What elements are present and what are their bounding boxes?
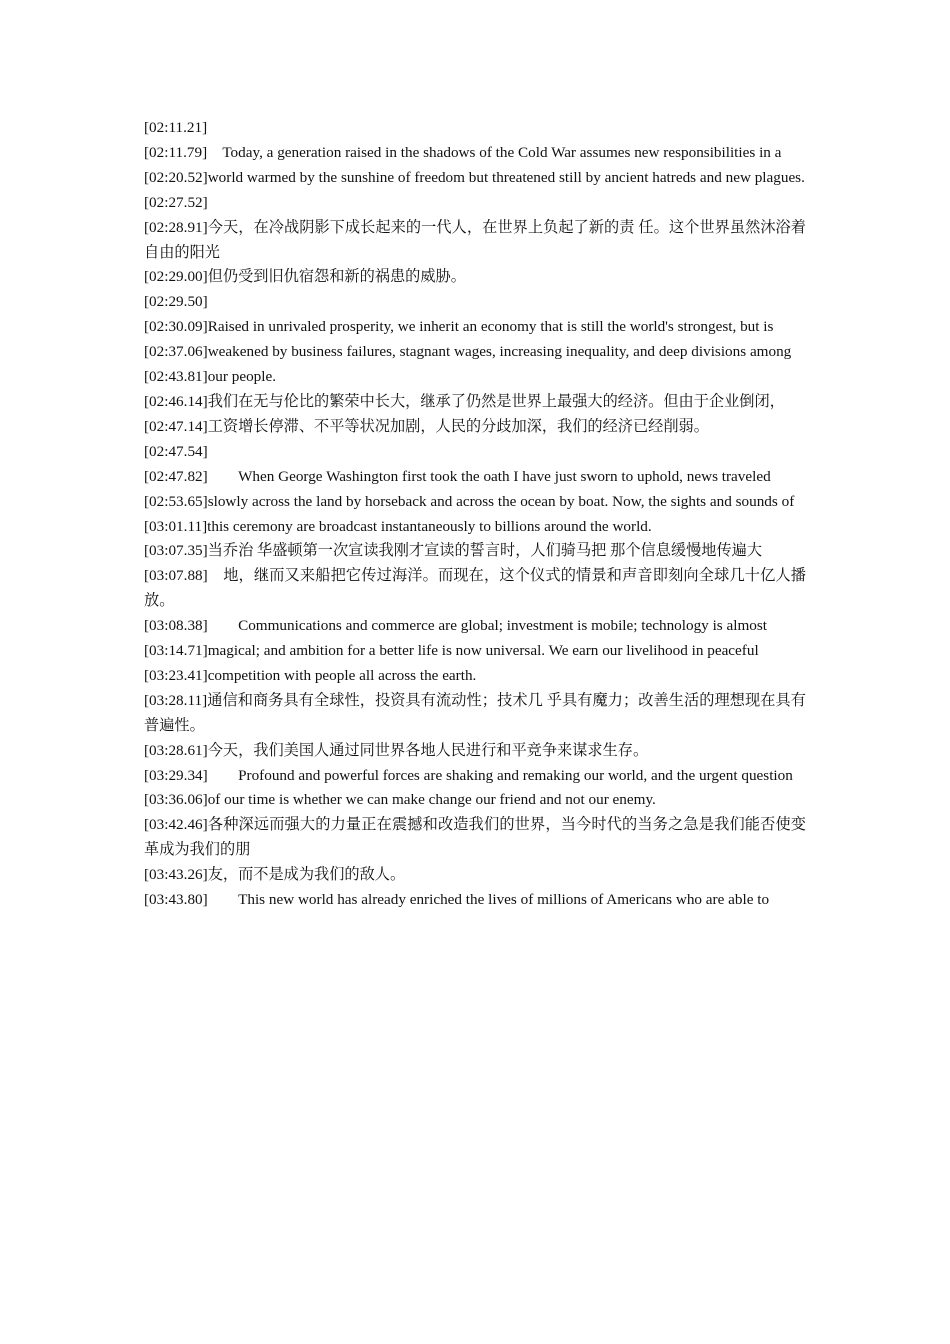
transcript-line-2: [02:20.52]world warmed by the sunshine of freedom but threatened still by ancient hatreds and new plagues. [144, 168, 805, 186]
transcript-line-24: [03:36.06]of our time is whether we can make change our friend and not our enemy. [144, 791, 656, 809]
transcript-line-3: [02:27.52] [144, 193, 208, 211]
transcript-line-23: [03:29.34] Profound and powerful forces are shaking and remaking our world, and the urgent question [144, 766, 793, 784]
transcript-line-6: [02:29.50] [144, 293, 208, 311]
transcript-line-15: [03:01.11]this ceremony are broadcast instantaneously to billions around the world. [144, 517, 652, 535]
document-body [144, 116, 806, 913]
transcript-line-25: [03:42.46]各种深远而强大的力量正在震撼和改造我们的世界，当今时代的当务之急是我们能否使变革成为我们的朋 [144, 816, 806, 859]
transcript-line-13: [02:47.82] When George Washington first took the oath I have just sworn to uphold, news traveled [144, 467, 771, 485]
transcript-line-7: [02:30.09]Raised in unrivaled prosperity, we inherit an economy that is still the world's strongest, but is [144, 318, 774, 336]
transcript-line-4: [02:28.91]今天，在冷战阴影下成长起来的一代人，在世界上负起了新的责 任。这个世界虽然沐浴着自由的阳光 [144, 218, 806, 261]
transcript-line-12: [02:47.54] [144, 442, 208, 460]
transcript-line-20: [03:23.41]competition with people all across the earth. [144, 666, 477, 684]
transcript-line-19: [03:14.71]magical; and ambition for a better life is now universal. We earn our livelihood in peaceful [144, 642, 759, 660]
transcript-line-0: [02:11.21] [144, 119, 208, 136]
transcript-line-21: [03:28.11]通信和商务具有全球性，投资具有流动性；技术几 乎具有魔力；改善生活的理想现在具有普遍性。 [144, 691, 806, 734]
transcript-line-5: [02:29.00]但仍受到旧仇宿怨和新的祸患的威胁。 [144, 268, 466, 286]
transcript-line-14: [02:53.65]slowly across the land by horseback and across the ocean by boat. Now, the sights and sounds of [144, 492, 795, 510]
transcript-line-16: [03:07.35]当乔治 华盛顿第一次宣读我刚才宣读的誓言时，人们骑马把 那个信息缓慢地传遍大 [144, 542, 763, 560]
transcript-line-22: [03:28.61]今天，我们美国人通过同世界各地人民进行和平竞争来谋求生存。 [144, 741, 649, 759]
transcript-line-11: [02:47.14]工资增长停滞、不平等状况加剧，人民的分歧加深，我们的经济已经削弱。 [144, 417, 709, 435]
transcript-line-18: [03:08.38] Communications and commerce are global; investment is mobile; technology is almost [144, 617, 767, 635]
transcript-line-26: [03:43.26]友，而不是成为我们的敌人。 [144, 866, 406, 884]
transcript-line-8: [02:37.06]weakened by business failures, stagnant wages, increasing inequality, and deep divisions among [144, 343, 792, 361]
transcript-line-17: [03:07.88] 地，继而又来船把它传过海洋。而现在，这个仪式的情景和声音即刻向全球几十亿人播放。 [144, 567, 806, 610]
transcript-line-1: [02:11.79] Today, a generation raised in the shadows of the Cold War assumes new responsibilities in a [144, 143, 782, 161]
transcript-line-10: [02:46.14]我们在无与伦比的繁荣中长大，继承了仍然是世界上最强大的经济。但由于企业倒闭， [144, 392, 785, 410]
transcript-line-27: [03:43.80] This new world has already enriched the lives of millions of Americans who are able to [144, 891, 770, 909]
transcript-line-9: [02:43.81]our people. [144, 368, 277, 386]
